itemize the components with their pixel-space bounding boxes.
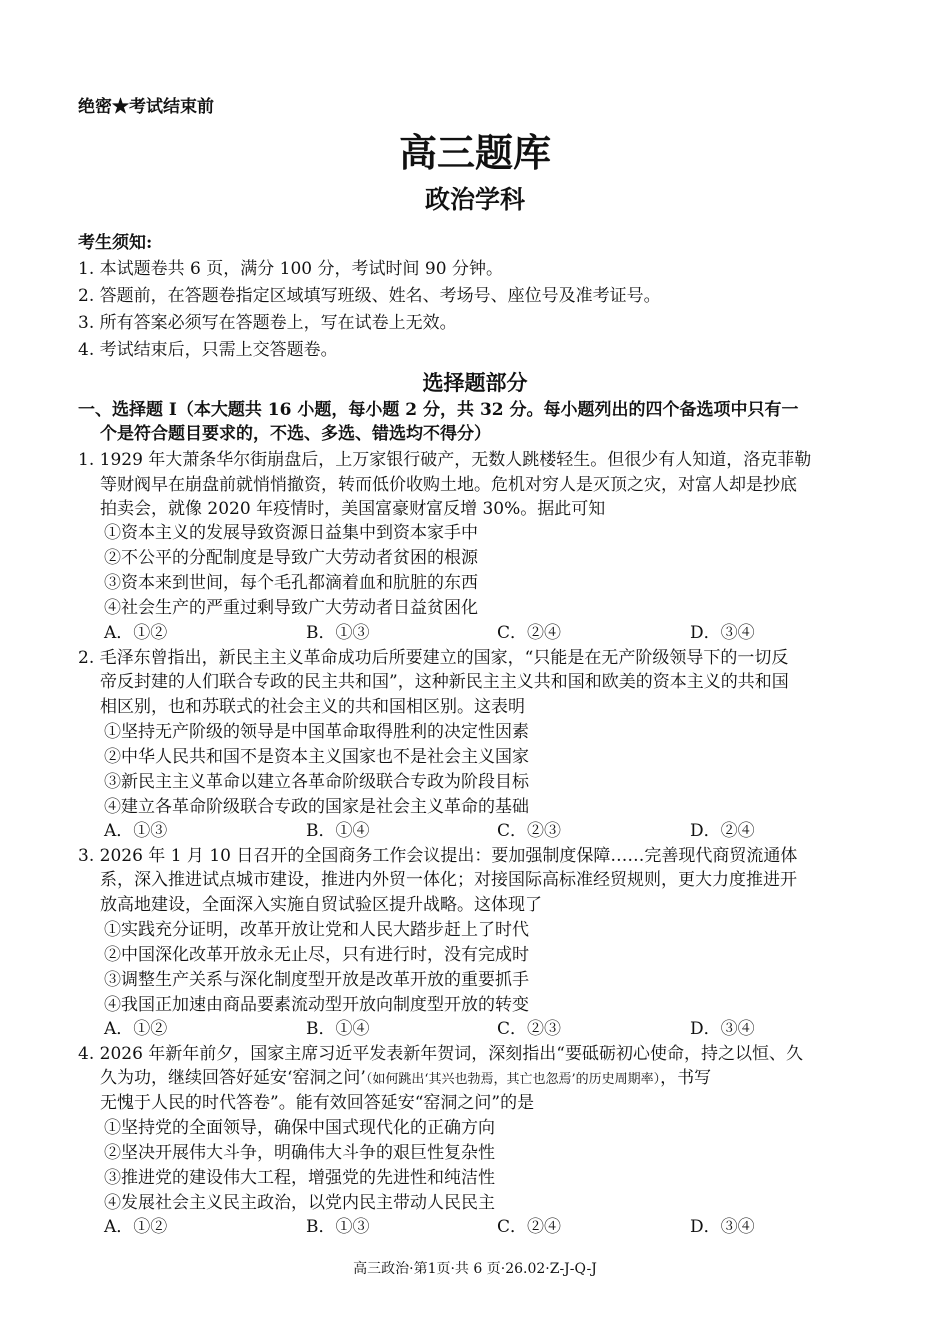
statement: ④社会生产的严重过剩导致广大劳动者日益贫困化 (104, 598, 478, 618)
option-b: B．①③ (306, 623, 370, 643)
option-c: C．②④ (497, 623, 562, 643)
statement: ①资本主义的发展导致资源日益集中到资本家手中 (104, 523, 478, 543)
confidential-label: 绝密★考试结束前 (78, 97, 214, 117)
section-instruction: 一、选择题 I（本大题共 16 小题，每小题 2 分，共 32 分。每小题列出的四个备选项中只有一 (78, 400, 799, 420)
page-footer: 高三政治·第1页·共 6 页·26.02·Z-J-Q-J (353, 1261, 597, 1277)
option-b: B．①④ (306, 1019, 370, 1039)
statement: ④我国正加速由商品要素流动型开放向制度型开放的转变 (104, 995, 529, 1015)
statement: ④建立各革命阶级联合专政的国家是社会主义革命的基础 (104, 797, 529, 817)
option-a: A．①② (104, 623, 168, 643)
option-a: A．①② (104, 1019, 168, 1039)
question-text: 1. 1929 年大萧条华尔街崩盘后，上万家银行破产，无数人跳楼轻生。但很少有人知道，洛克菲勒 (78, 450, 812, 470)
option-c: C．②③ (497, 1019, 562, 1039)
notice-item: 4. 考试结束后，只需上交答题卷。 (78, 340, 338, 360)
option-a: A．①② (104, 1217, 168, 1237)
question-text: 等财阀早在崩盘前就悄悄撤资，转而低价收购土地。危机对穷人是灭顶之灾，对富人却是抄底 (100, 475, 797, 495)
option-d: D．③④ (690, 623, 755, 643)
statement: ①坚持党的全面领导，确保中国式现代化的正确方向 (104, 1118, 495, 1138)
page-title: 高三题库 (398, 130, 551, 175)
statement: ③新民主主义革命以建立各革命阶级联合专政为阶段目标 (104, 772, 529, 792)
statement: ①实践充分证明，改革开放让党和人民大踏步赶上了时代 (104, 920, 529, 940)
question-text (100, 1066, 711, 1092)
section-title: 选择题部分 (422, 370, 528, 395)
question-text: 拍卖会，就像 2020 年疫情时，美国富豪财富反增 30%。据此可知 (100, 499, 606, 519)
statement: ②中国深化改革开放永无止尽，只有进行时，没有完成时 (104, 945, 529, 965)
question-text: 相区别，也和苏联式的社会主义的共和国相区别。这表明 (100, 697, 525, 717)
option-c: C．②④ (497, 1217, 562, 1237)
question-text-part: ，书写 (660, 1068, 712, 1088)
statement: ②坚决开展伟大斗争，明确伟大斗争的艰巨性复杂性 (104, 1143, 495, 1163)
notice-item: 2. 答题前，在答题卷指定区域填写班级、姓名、考场号、座位号及准考证号。 (78, 286, 661, 306)
statement: ②不公平的分配制度是导致广大劳动者贫困的根源 (104, 548, 478, 568)
notice-item: 3. 所有答案必须写在答题卷上，写在试卷上无效。 (78, 313, 457, 333)
option-c: C．②③ (497, 821, 562, 841)
question-text: 帝反封建的人们联合专政的民主共和国”，这种新民主主义共和国和欧美的资本主义的共和国 (100, 672, 789, 692)
notice-item: 1. 本试题卷共 6 页，满分 100 分，考试时间 90 分钟。 (78, 259, 503, 279)
question-text: 放高地建设，全面深入实施自贸试验区提升战略。这体现了 (100, 895, 542, 915)
statement: ③推进党的建设伟大工程，增强党的先进性和纯洁性 (104, 1168, 495, 1188)
statement: ③资本来到世间，每个毛孔都滴着血和肮脏的东西 (104, 573, 478, 593)
question-text: 3. 2026 年 1 月 10 日召开的全国商务工作会议提出：要加强制度保障……完善现代商贸流通体 (78, 846, 798, 866)
option-a: A．①③ (104, 821, 168, 841)
statement: ②中华人民共和国不是资本主义国家也不是社会主义国家 (104, 747, 529, 767)
option-b: B．①③ (306, 1217, 370, 1237)
statement: ③调整生产关系与深化制度型开放是改革开放的重要抓手 (104, 970, 529, 990)
option-d: D．③④ (690, 1019, 755, 1039)
question-text: 系，深入推进试点城市建设，推进内外贸一体化；对接国际高标准经贸规则，更大力度推进开 (100, 870, 797, 890)
subject-title: 政治学科 (424, 185, 525, 214)
option-d: D．②④ (690, 821, 755, 841)
option-d: D．③④ (690, 1217, 755, 1237)
option-b: B．①④ (306, 821, 370, 841)
statement: ①坚持无产阶级的领导是中国革命取得胜利的决定性因素 (104, 722, 529, 742)
question-text: 4. 2026 年新年前夕，国家主席习近平发表新年贺词，深刻指出“要砥砺初心使命，持之以恒、久 (78, 1044, 803, 1064)
notice-heading: 考生须知: (78, 233, 153, 253)
statement: ④发展社会主义民主政治，以党内民主带动人民民主 (104, 1193, 495, 1213)
question-text-part: 久为功，继续回答好延安‘窑洞之问’ (100, 1068, 366, 1088)
question-text: 无愧于人民的时代答卷”。能有效回答延安“窑洞之问”的是 (100, 1093, 535, 1113)
question-text: 2. 毛泽东曾指出，新民主主义革命成功后所要建立的国家，“只能是在无产阶级领导下的一切反 (78, 648, 789, 668)
section-instruction: 个是符合题目要求的，不选、多选、错选均不得分） (100, 424, 491, 444)
question-note: （如何跳出‘其兴也勃焉，其亡也忽焉’的历史周期率） (365, 1072, 661, 1087)
